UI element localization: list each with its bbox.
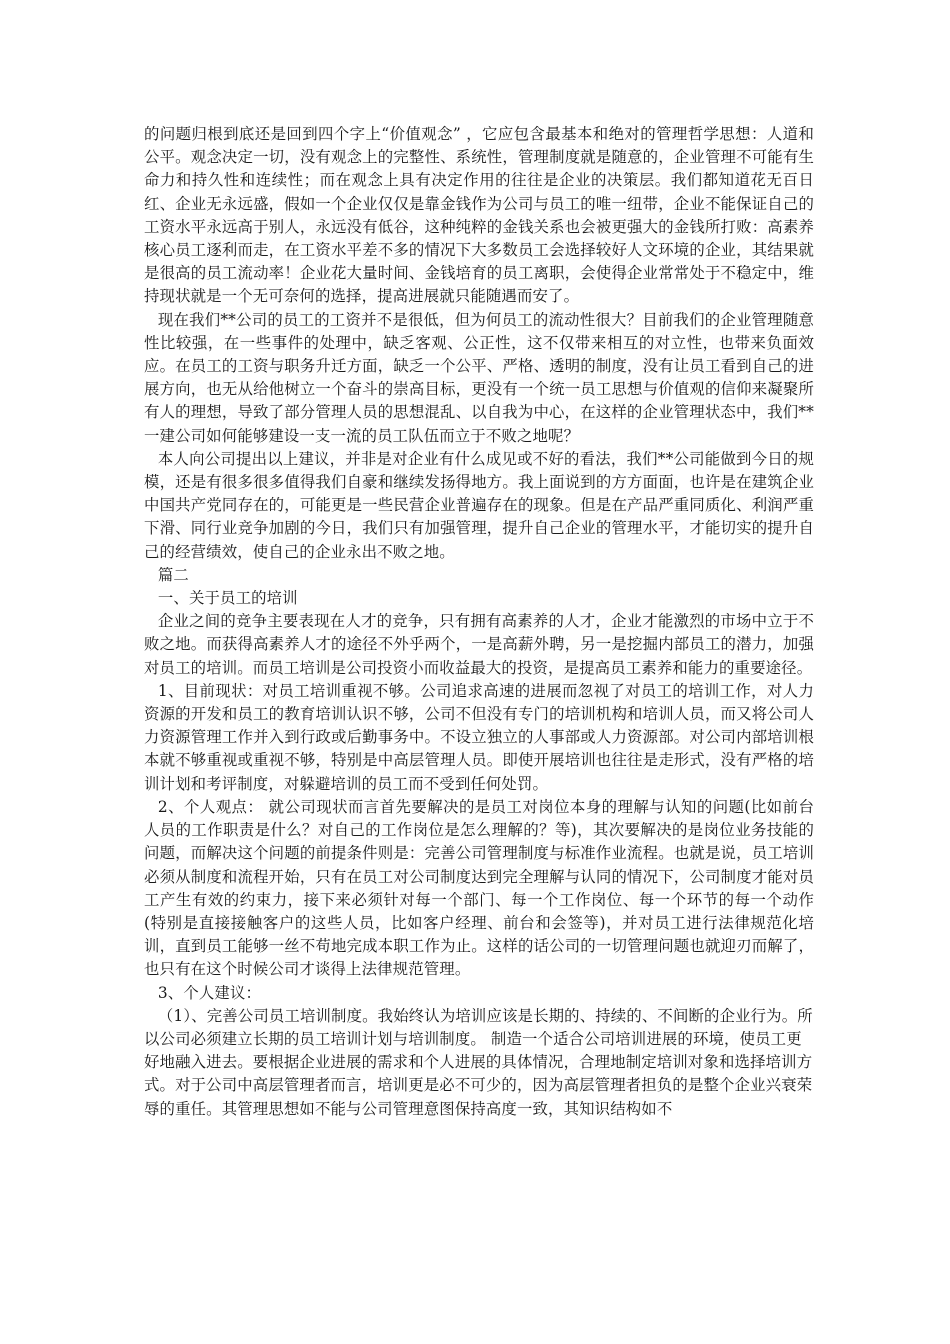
paragraph-personal-view: 2、个人观点： 就公司现状而言首先要解决的是员工对岗位本身的理解与认知的问题(比如前台人员的工作职责是什么？对自己的工作岗位是怎么理解的？等)，其次要解决的是岗位业务技能的问题，而解决这个问题的前提条件则是：完善公司管理制度与标准作业流程。也就是说，员工培训必须从制度和流程开始，只有在员工对公司制度达到完全理解与认同的情况下，公司制度才能对员工产生有效的约束力，接下来必须针对每一个部门、每一个工作岗位、每一个环节的每一个动作(特别是直接接触客户的这些人员，比如客户经理、前台和会签等)，并对员工进行法律规范化培训，直到员工能够一丝不苟地完成本职工作为止。这样的话公司的一切管理问题也就迎刃而解了，也只有在这个时候公司才谈得上法律规范管理。 [144, 797, 814, 979]
paragraph-value-concept: 的问题归根到底还是回到四个字上“价值观念” ，它应包含最基本和绝对的管理哲学思想：人道和公平。观念决定一切，没有观念上的完整性、系统性，管理制度就是随意的，企业管理不可能有生命力和持久性和连续性；而在观念上具有决定作用的往往是企业的决策层。我们都知道花无百日红、企业无永远盛，假如一个企业仅仅是靠金钱作为公司与员工的唯一纽带，企业不能保证自己的工资水平永远高于别人，永远没有低谷，这种纯粹的金钱关系也会被更强大的金钱所打败：高素养核心员工逐利而走，在工资水平差不多的情况下大多数员工会选择较好人文环境的企业，其结果就是很高的员工流动率！企业花大量时间、金钱培育的员工离职，会使得企业常常处于不稳定中，维持现状就是一个无可奈何的选择，提高进展就只能随遇而安了。 [144, 125, 814, 306]
paragraph-current-status: 1、目前现状：对员工培训重视不够。公司追求高速的进展而忽视了对员工的培训工作，对人力资源的开发和员工的教育培训认识不够，公司不但没有专门的培训机构和培训人员，而又将公司人力资源管理工作并入到行政或后勤事务中。不设立独立的人事部或人力资源部。对公司内部培训根本就不够重视或重视不够，特别是中高层管理人员。即使开展培训也往往是走形式，没有严格的培训计划和考评制度，对躲避培训的员工而不受到任何处罚。 [144, 681, 814, 793]
section-heading-training: 一、关于员工的培训 [157, 589, 298, 608]
paragraph-suggestion-summary: 本人向公司提出以上建议，并非是对企业有什么成见或不好的看法，我们**公司能做到今日的规模，还是有很多很多值得我们自豪和继续发扬得地方。我上面说到的方方面面，也许是在建筑企业中国共产党同存在的，可能更是一些民营企业普遍存在的现象。但是在产品严重同质化、利润严重下滑、同行业竞争加剧的今日，我们只有加强管理，提升自己企业的管理水平，才能切实的提升自己的经营绩效，使自己的企业永出不败之地。 [144, 449, 814, 561]
paragraph-talent-competition: 企业之间的竞争主要表现在人才的竞争，只有拥有高素养的人才，企业才能激烈的市场中立于不败之地。而获得高素养人才的途径不外乎两个，一是高薪外聘，另一是挖掘内部员工的潜力，加强对员工的培训。而员工培训是公司投资小而收益最大的投资，是提高员工素养和能力的重要途径。 [144, 612, 814, 677]
paragraph-training-system: （1）、完善公司员工培训制度。我始终认为培训应该是长期的、持续的、不间断的企业行为。所以公司必须建立长期的员工培训计划与培训制度。 制造一个适合公司培训进展的环境，使员工更好地融入进去。要根据企业进展的需求和个人进展的具体情况，合理地制定培训对象和选择培训方式。对于公司中高层管理者而言，培训更是必不可少的，因为高层管理者担负的是整个企业兴衰荣辱的重任。其管理思想如不能与公司管理意图保持高度一致，其知识结构如不 [144, 1006, 813, 1118]
section-title-part-two: 篇二 [157, 565, 189, 584]
document-body [144, 123, 814, 1121]
paragraph-employee-turnover: 现在我们**公司的员工的工资并不是很低，但为何员工的流动性很大？目前我们的企业管理随意性比较强，在一些事件的处理中，缺乏客观、公正性，这不仅带来相互的对立性，也带来负面效应。在员工的工资与职务升迁方面，缺乏一个公平、严格、透明的制度，没有让员工看到自己的进展方向，也无从给他树立一个奋斗的崇高目标，更没有一个统一员工思想与价值观的信仰来凝聚所有人的理想，导致了部分管理人员的思想混乱、以自我为中心，在这样的企业管理状态中，我们**一建公司如何能够建设一支一流的员工队伍而立于不败之地呢？ [144, 310, 814, 445]
subheading-personal-suggestions: 3、个人建议： [157, 983, 262, 1002]
